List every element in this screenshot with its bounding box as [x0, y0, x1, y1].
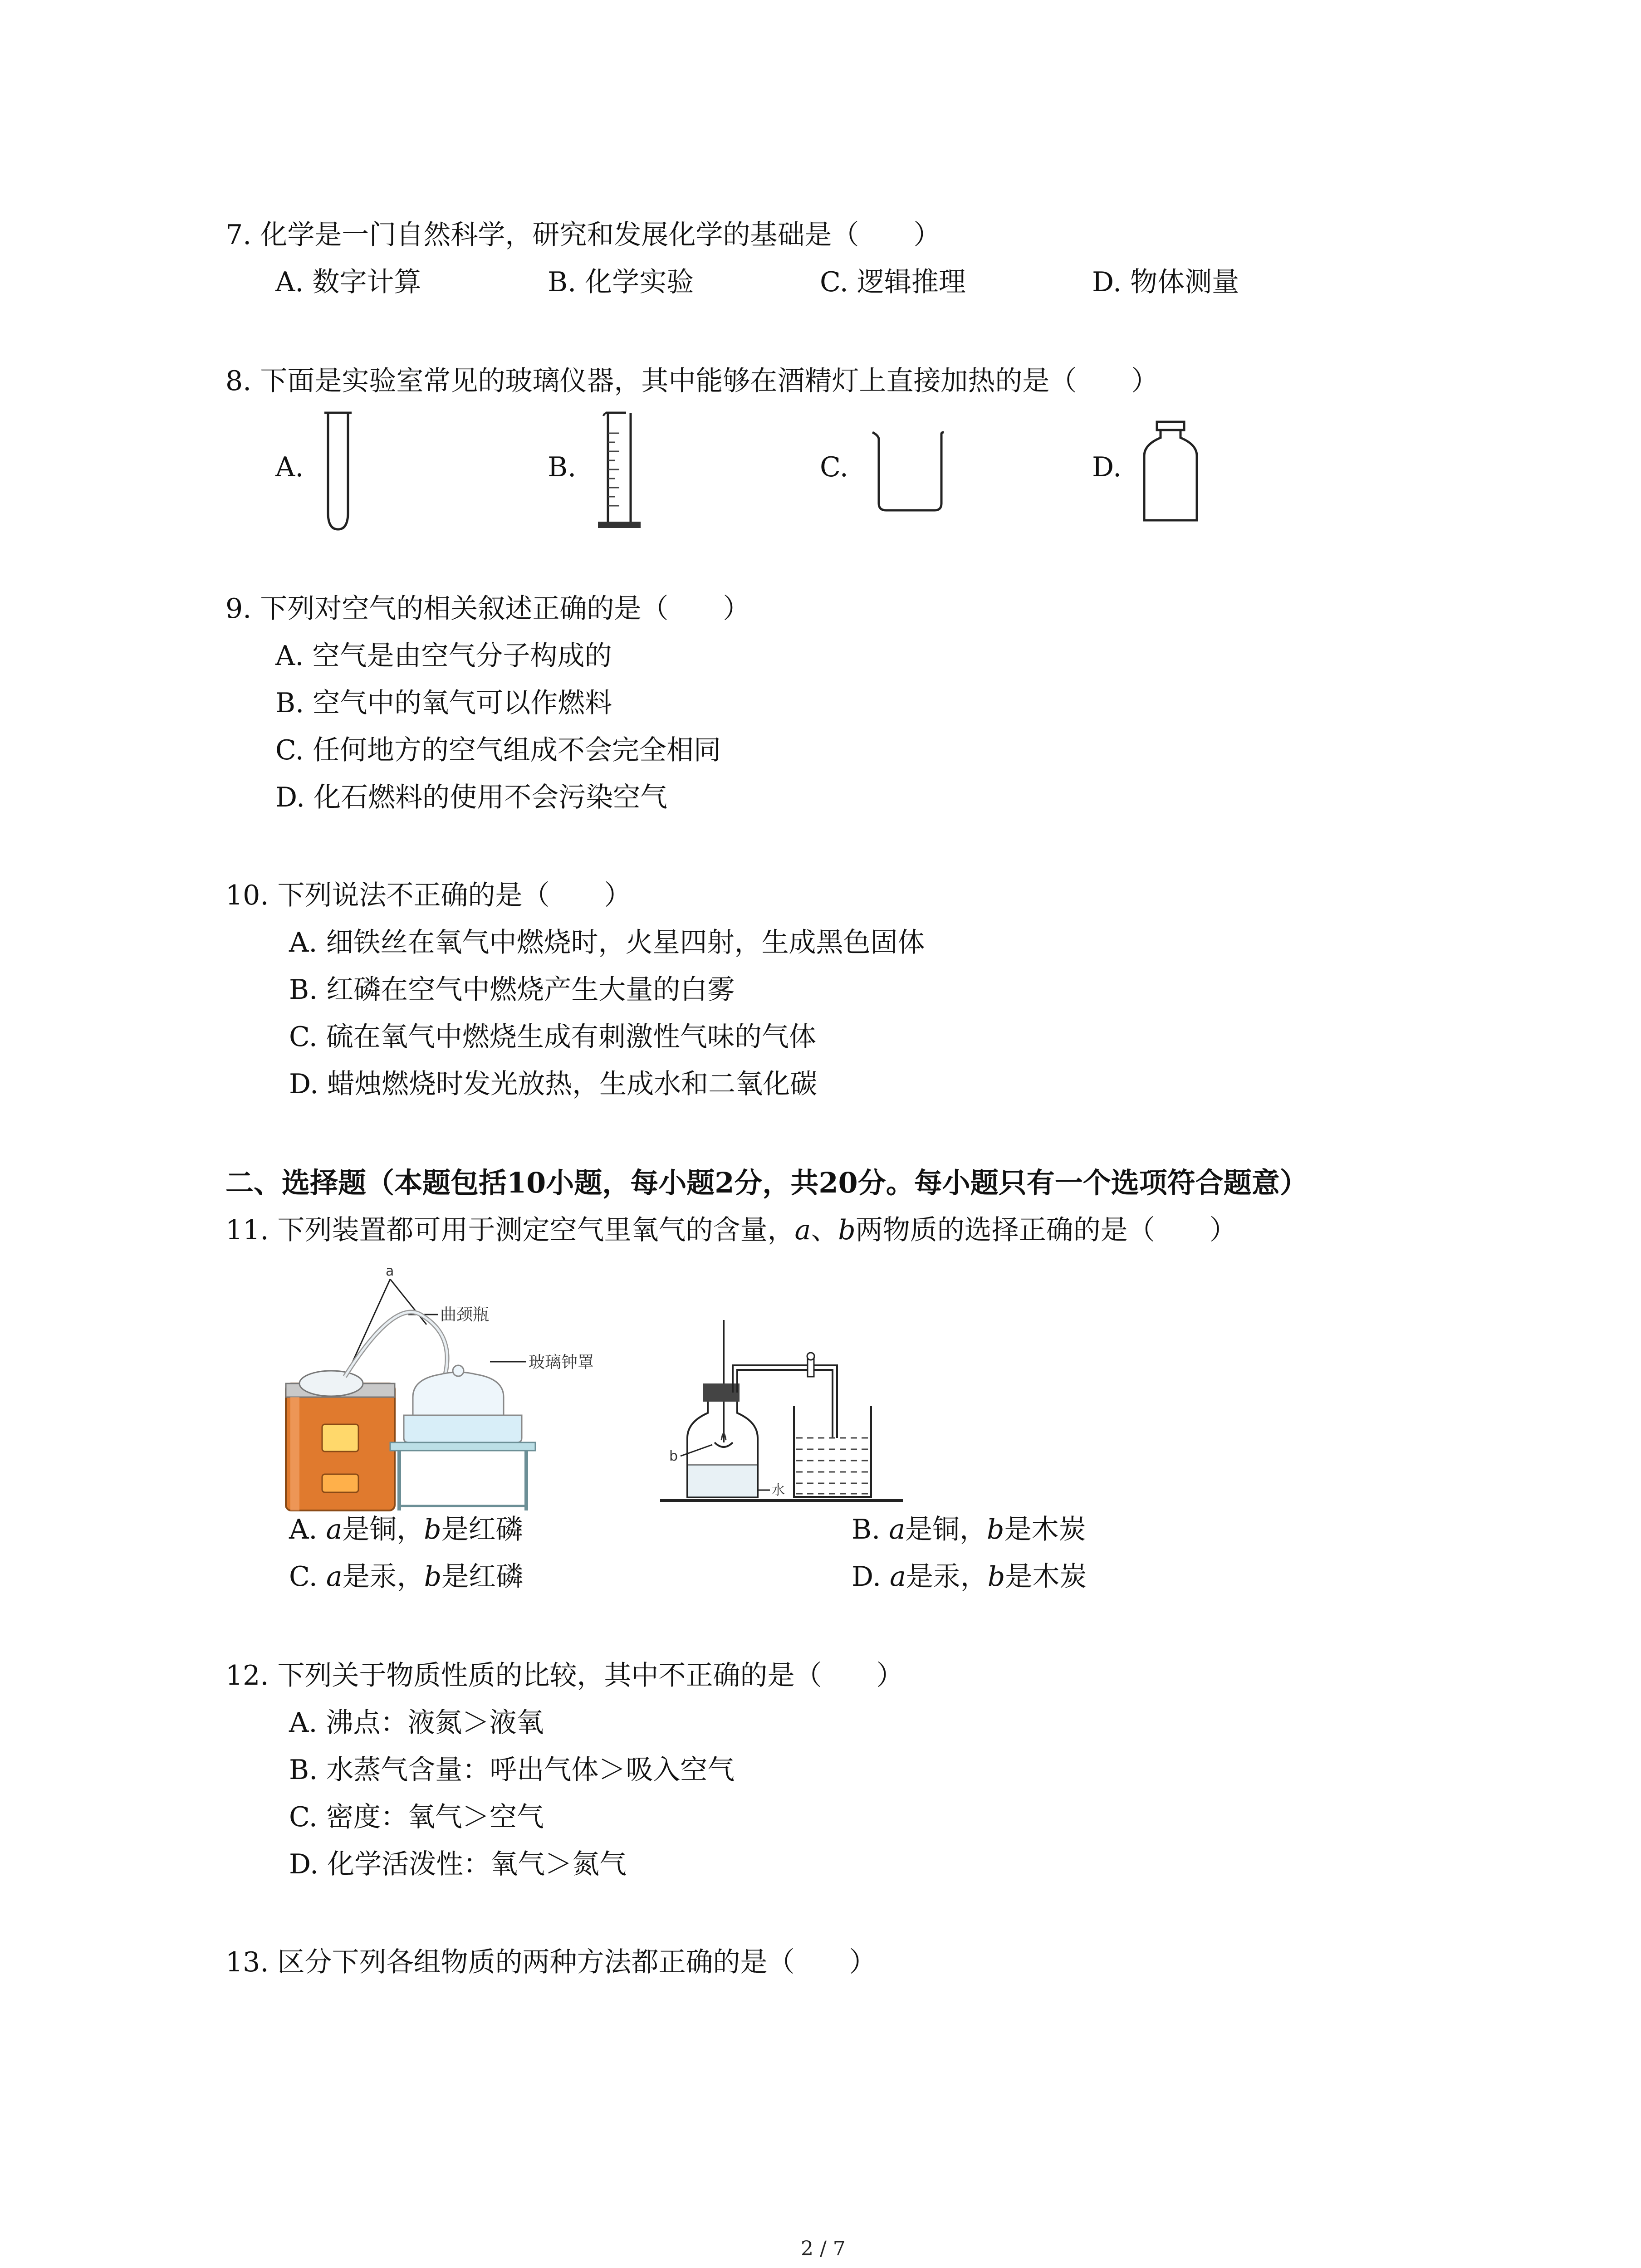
q10-option-c[interactable]: C. 硫在氧气中燃烧生成有刺激性气味的气体: [289, 1021, 816, 1053]
q11-figure-lavoisier-apparatus: [277, 1261, 612, 1515]
question-11-stem: 11. 下列装置都可用于测定空气里氧气的含量，a、b两物质的选择正确的是（ ）: [225, 1214, 1237, 1246]
q12-option-a[interactable]: A. 沸点：液氮＞液氧: [289, 1707, 544, 1739]
beaker-icon: [869, 429, 950, 515]
q9-option-c[interactable]: C. 任何地方的空气组成不会完全相同: [275, 734, 721, 766]
question-8-stem: 8. 下面是实验室常见的玻璃仪器，其中能够在酒精灯上直接加热的是（ ）: [225, 365, 1159, 397]
q7-option-d[interactable]: D. 物体测量: [1092, 266, 1239, 298]
question-7-stem: 7. 化学是一门自然科学，研究和发展化学的基础是（ ）: [225, 219, 941, 251]
graduated-cylinder-icon: [594, 411, 644, 533]
q7-option-c[interactable]: C. 逻辑推理: [820, 266, 966, 298]
page-number: 2 / 7: [801, 2237, 846, 2260]
figure-label-a: a: [386, 1263, 394, 1279]
q12-option-d[interactable]: D. 化学活泼性：氧气＞氮气: [289, 1848, 627, 1880]
q11-option-a[interactable]: A. a是铜，b是红磷: [289, 1514, 523, 1545]
figure-label-water: 水: [771, 1482, 785, 1498]
q11-option-c[interactable]: C. a是汞，b是红磷: [289, 1561, 524, 1593]
reagent-bottle-icon: [1139, 420, 1202, 524]
q7-option-b[interactable]: B. 化学实验: [548, 266, 694, 298]
question-12-stem: 12. 下列关于物质性质的比较，其中不正确的是（ ）: [225, 1660, 904, 1691]
q8-option-d[interactable]: D.: [1092, 451, 1122, 483]
figure-label-bell-jar: 玻璃钟罩: [529, 1353, 594, 1372]
q9-option-a[interactable]: A. 空气是由空气分子构成的: [275, 640, 612, 672]
q9-option-b[interactable]: B. 空气中的氧气可以作燃料: [275, 687, 612, 719]
q12-option-c[interactable]: C. 密度：氧气＞空气: [289, 1801, 544, 1833]
q10-option-b[interactable]: B. 红磷在空气中燃烧产生大量的白雾: [289, 974, 735, 1006]
question-9-stem: 9. 下列对空气的相关叙述正确的是（ ）: [225, 593, 750, 625]
section-2-title: 二、选择题（本题包括10小题，每小题2分，共20分。每小题只有一个选项符合题意）: [225, 1166, 1308, 1199]
q11-option-b[interactable]: B. a是铜，b是木炭: [852, 1514, 1086, 1545]
q8-option-b[interactable]: B.: [548, 451, 577, 483]
q8-option-c[interactable]: C.: [820, 451, 848, 483]
q7-option-a[interactable]: A. 数字计算: [275, 266, 421, 298]
q12-option-b[interactable]: B. 水蒸气含量：呼出气体＞吸入空气: [289, 1754, 735, 1786]
q8-option-a[interactable]: A.: [275, 451, 304, 483]
question-10-stem: 10. 下列说法不正确的是（ ）: [225, 880, 632, 911]
question-13-stem: 13. 区分下列各组物质的两种方法都正确的是（ ）: [225, 1946, 877, 1978]
q9-option-d[interactable]: D. 化石燃料的使用不会污染空气: [275, 782, 668, 813]
q11-figure-flask-beaker-apparatus: [656, 1315, 910, 1506]
test-tube-icon: [320, 411, 356, 533]
q10-option-d[interactable]: D. 蜡烛燃烧时发光放热，生成水和二氧化碳: [289, 1068, 818, 1100]
q10-option-a[interactable]: A. 细铁丝在氧气中燃烧时，火星四射，生成黑色固体: [289, 927, 925, 958]
figure-label-retort: 曲颈瓶: [440, 1305, 490, 1324]
figure-label-b: b: [669, 1448, 678, 1464]
q11-option-d[interactable]: D. a是汞，b是木炭: [852, 1561, 1087, 1593]
